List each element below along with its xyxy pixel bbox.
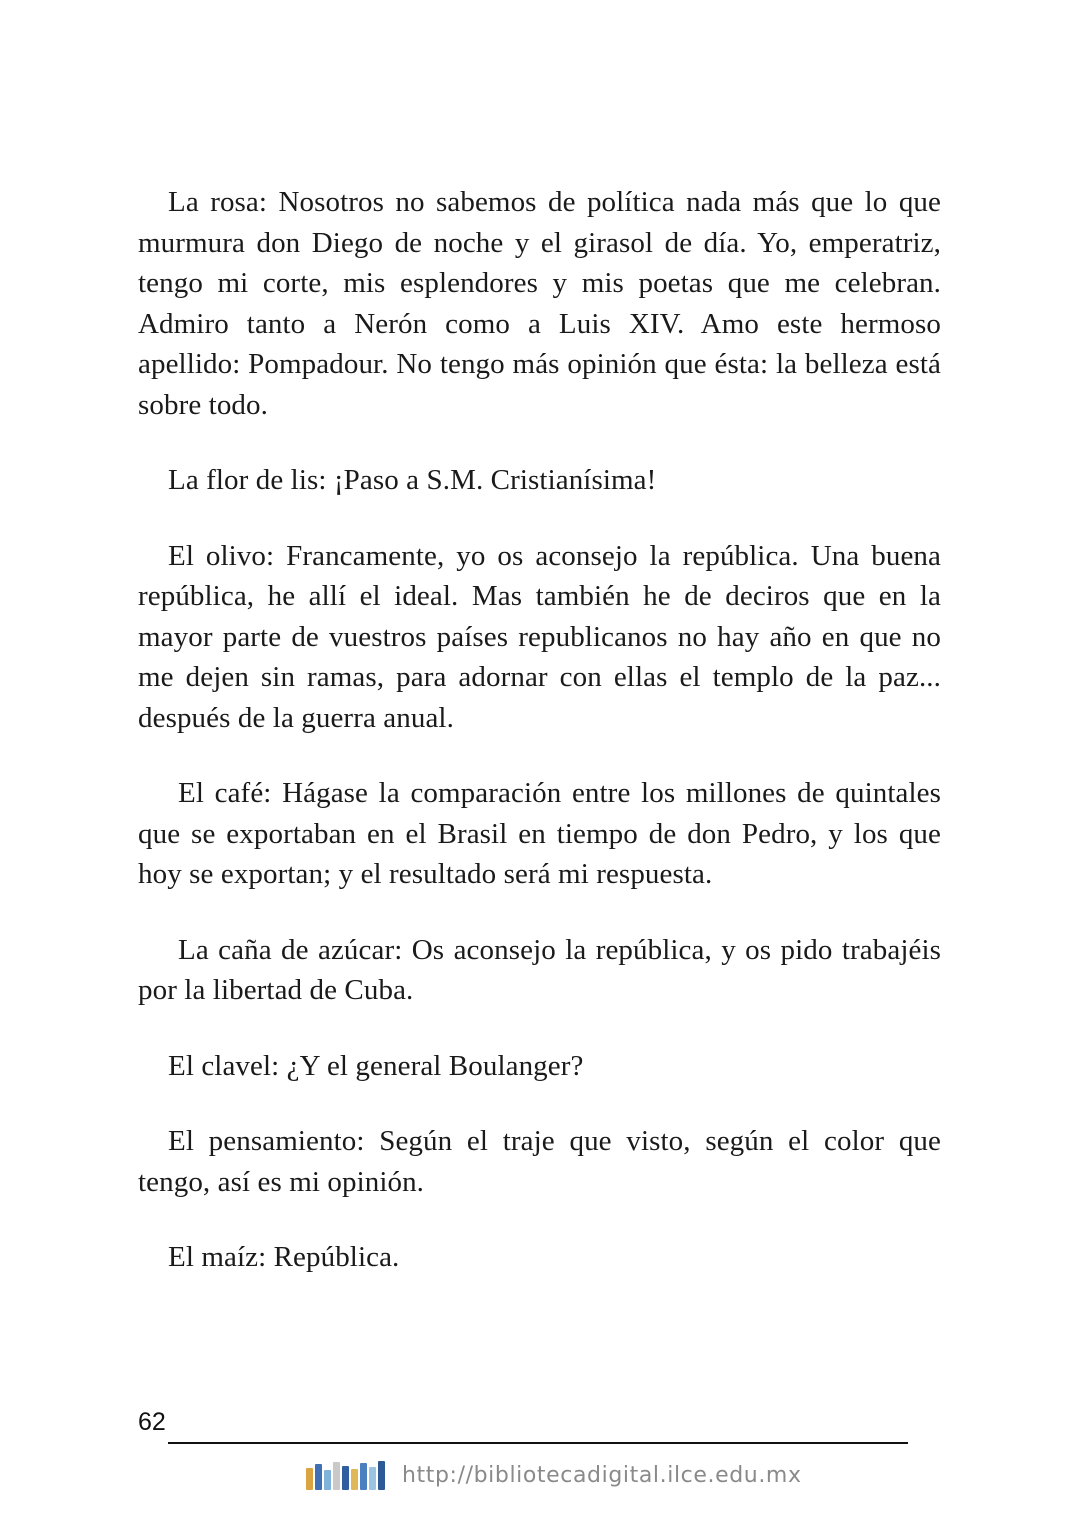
- paragraph-flor-de-lis: La flor de lis: ¡Paso a S.M. Cristianísima!: [168, 464, 657, 496]
- books-logo-icon: [306, 1460, 388, 1490]
- book-spine: [342, 1466, 349, 1490]
- paragraph-maiz: El maíz: República.: [168, 1241, 400, 1273]
- library-url-link[interactable]: http://bibliotecadigital.ilce.edu.mx: [402, 1462, 802, 1488]
- book-spine: [315, 1464, 322, 1490]
- paragraph-pensamiento: El pensamiento: Según el traje que visto, según el color que tengo, así es mi opinión.: [138, 1125, 941, 1198]
- paragraph-rosa: La rosa: Nosotros no sabemos de política nada más que lo que murmura don Diego de noche y el girasol de día. Yo, emperatriz, tengo mi corte, mis esplendores y mis poetas que me celebran. Admiro tanto a Nerón como a Luis XIV. Amo este hermoso apellido: Pompadour. No tengo más opinión que ésta: la belleza está sobre todo.: [138, 186, 941, 421]
- paragraph-cana-de-azucar: La caña de azúcar: Os aconsejo la república, y os pido trabajéis por la libertad de Cuba.: [138, 933, 941, 1006]
- page-body: [138, 182, 941, 1313]
- book-spine: [324, 1470, 331, 1490]
- paragraph-olivo: El olivo: Francamente, yo os aconsejo la república. Una buena república, he allí el ideal. Mas también he de deciros que en la mayor parte de vuestros países republicanos no hay año en que no me dejen sin ramas, para adornar con ellas el templo de la paz... después de la guerra anual.: [138, 539, 941, 734]
- footer-divider: [168, 1442, 908, 1444]
- site-footer: [306, 1455, 802, 1495]
- book-spine: [333, 1462, 340, 1490]
- paragraph-clavel: El clavel: ¿Y el general Boulanger?: [168, 1049, 584, 1082]
- book-spine: [378, 1461, 385, 1490]
- book-spine: [360, 1463, 367, 1490]
- page-number: 62: [138, 1408, 166, 1436]
- paragraph-cafe: El café: Hágase la comparación entre los millones de quintales que se exportaban en el Brasil en tiempo de don Pedro, y los que hoy se exportan; y el resultado será mi respuesta.: [138, 777, 941, 890]
- page-footer: [138, 1408, 910, 1448]
- book-spine: [306, 1468, 313, 1490]
- book-spine: [351, 1469, 358, 1490]
- book-spine: [369, 1467, 376, 1490]
